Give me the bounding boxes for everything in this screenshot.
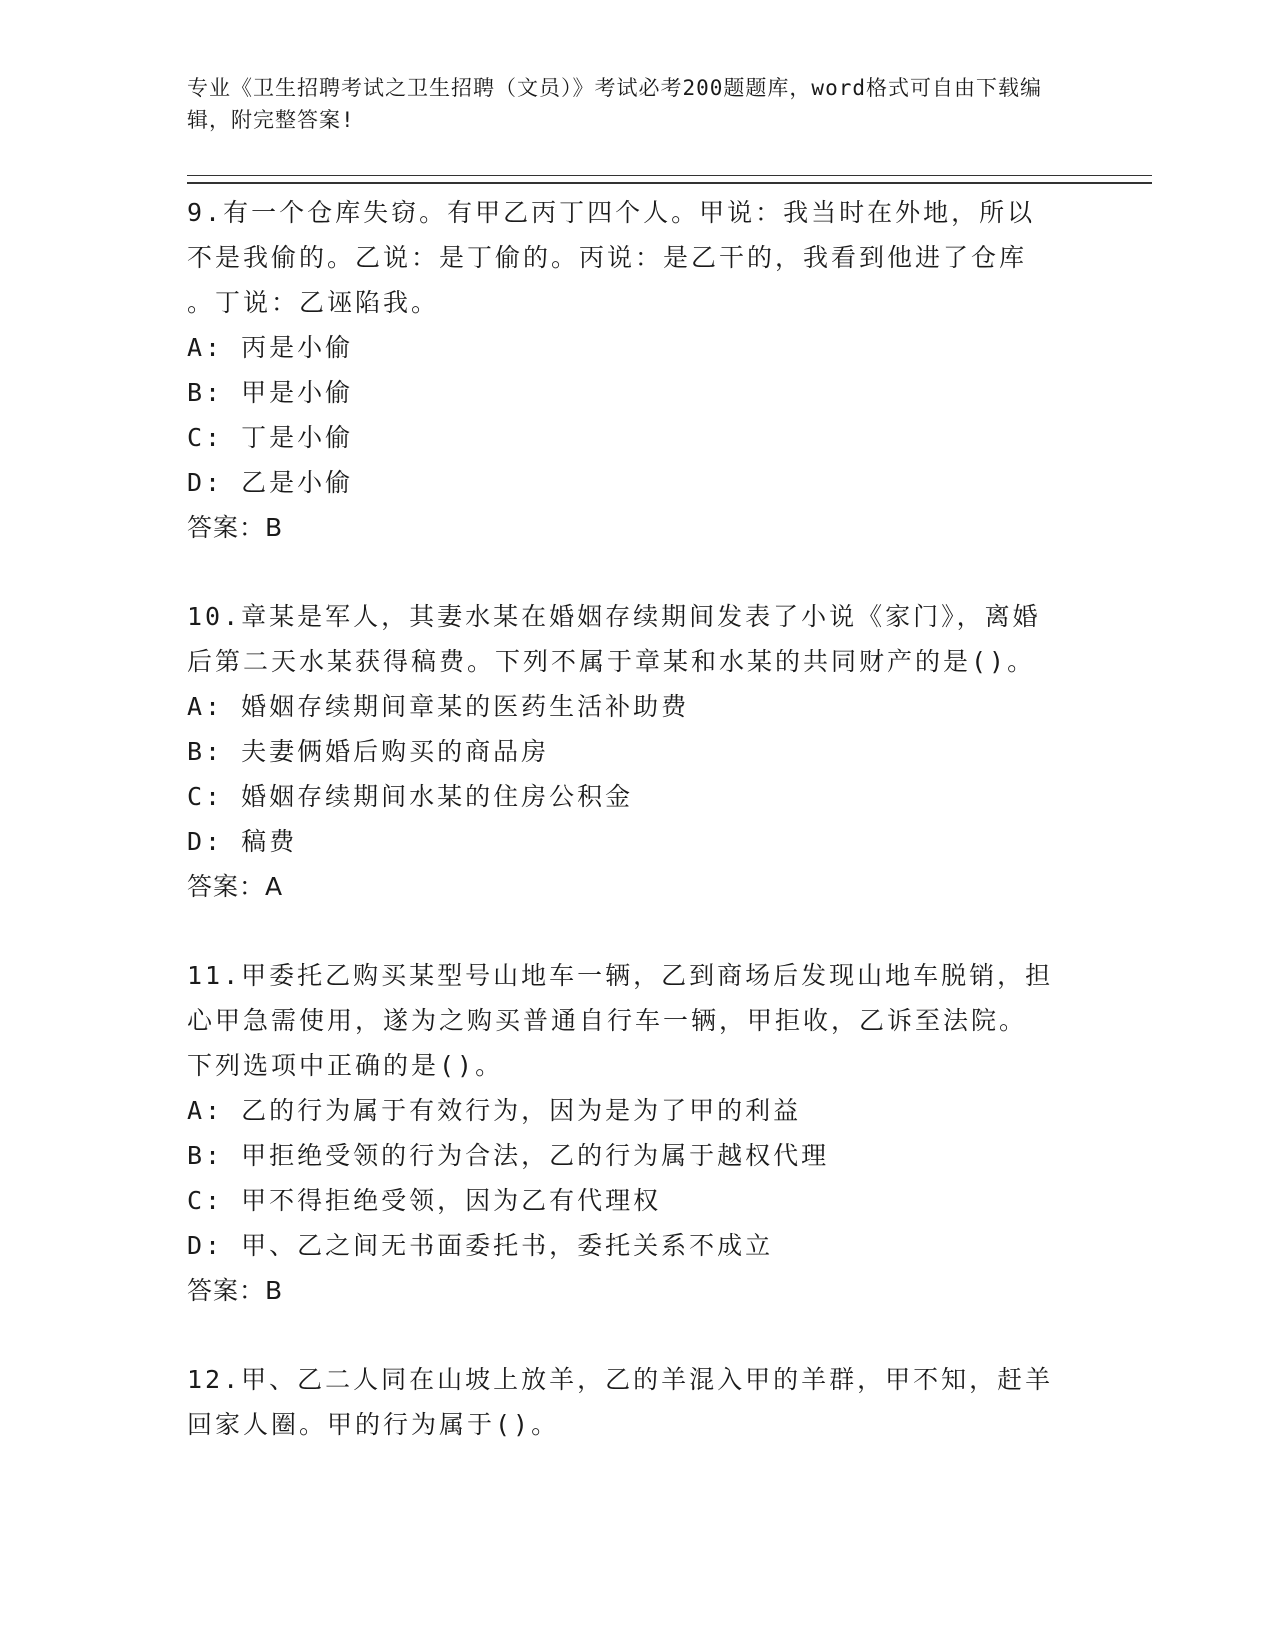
option-b: B: 甲是小偷	[187, 378, 354, 407]
header-divider	[187, 175, 1152, 184]
question-stem-line: 回家人圈。甲的行为属于()。	[187, 1410, 560, 1439]
question-stem-line: 10.章某是军人，其妻水某在婚姻存续期间发表了小说《家门》，离婚	[187, 602, 1041, 631]
question-10	[187, 594, 1087, 909]
question-stem-line: 不是我偷的。乙说：是丁偷的。丙说：是乙干的，我看到他进了仓库	[187, 243, 1028, 272]
question-stem-line: 11.甲委托乙购买某型号山地车一辆，乙到商场后发现山地车脱销，担	[187, 961, 1054, 990]
option-c: C: 丁是小偷	[187, 423, 354, 452]
document-title: 专业《卫生招聘考试之卫生招聘（文员）》考试必考200题题库，word格式可自由下载编辑，附完整答案!	[187, 76, 1042, 132]
option-a: A: 婚姻存续期间章某的医药生活补助费	[187, 692, 690, 721]
option-d: D: 甲、乙之间无书面委托书，委托关系不成立	[187, 1231, 774, 1260]
question-stem-line: 下列选项中正确的是()。	[187, 1051, 504, 1080]
question-stem-line: 心甲急需使用，遂为之购买普通自行车一辆，甲拒收，乙诉至法院。	[187, 1006, 1028, 1035]
answer-line: 答案：B	[187, 513, 284, 542]
document-header	[187, 72, 1067, 136]
option-b: B: 夫妻俩婚后购买的商品房	[187, 737, 550, 766]
option-a: A: 丙是小偷	[187, 333, 354, 362]
answer-line: 答案：B	[187, 1276, 284, 1305]
question-9	[187, 190, 1087, 550]
option-d: D: 稿费	[187, 827, 298, 856]
option-d: D: 乙是小偷	[187, 468, 354, 497]
question-stem-line: 9.有一个仓库失窃。有甲乙丙丁四个人。甲说：我当时在外地，所以	[187, 198, 1036, 227]
answer-line: 答案：A	[187, 872, 284, 901]
question-list	[187, 190, 1087, 1491]
question-stem-line: 后第二天水某获得稿费。下列不属于章某和水某的共同财产的是()。	[187, 647, 1036, 676]
question-stem-line: 12.甲、乙二人同在山坡上放羊，乙的羊混入甲的羊群，甲不知，赶羊	[187, 1365, 1054, 1394]
option-a: A: 乙的行为属于有效行为，因为是为了甲的利益	[187, 1096, 802, 1125]
question-stem-line: 。丁说：乙诬陷我。	[187, 288, 440, 317]
question-11	[187, 953, 1087, 1313]
option-c: C: 甲不得拒绝受领，因为乙有代理权	[187, 1186, 662, 1215]
question-12	[187, 1357, 1087, 1447]
option-b: B: 甲拒绝受领的行为合法，乙的行为属于越权代理	[187, 1141, 830, 1170]
option-c: C: 婚姻存续期间水某的住房公积金	[187, 782, 634, 811]
